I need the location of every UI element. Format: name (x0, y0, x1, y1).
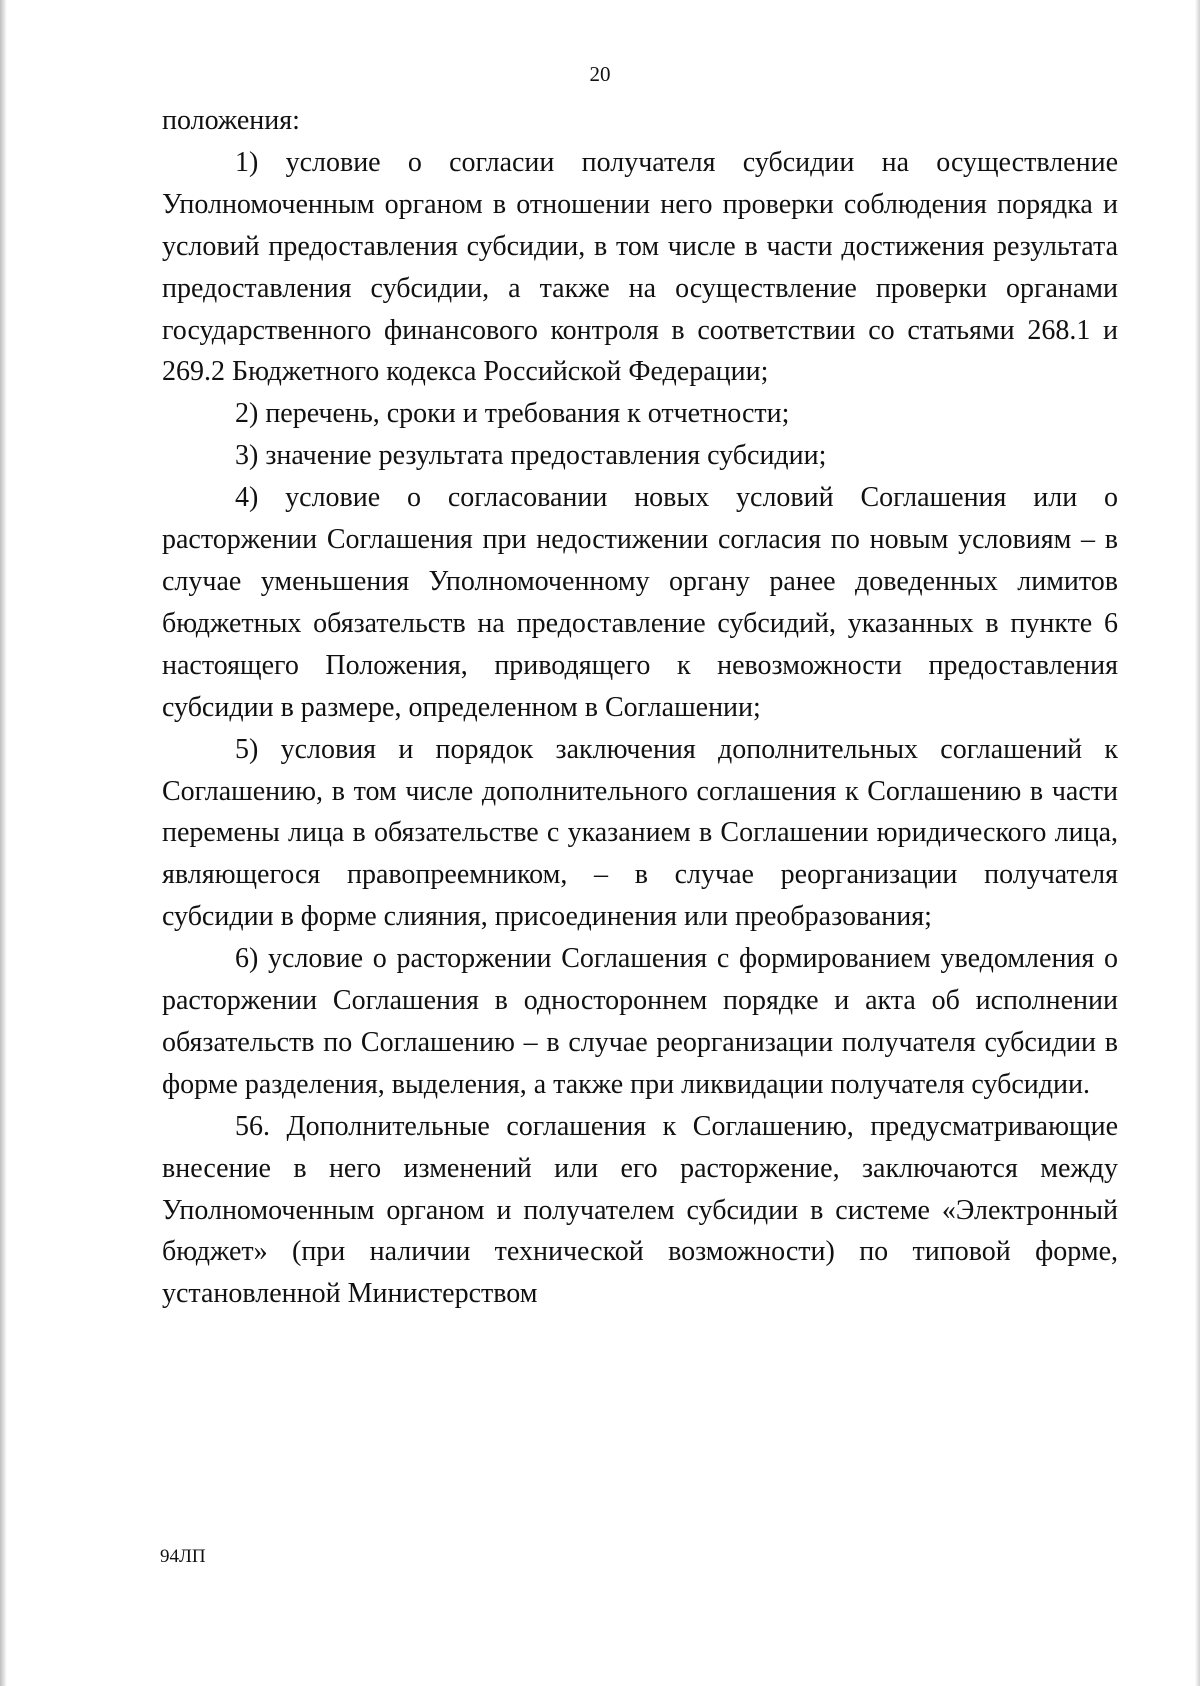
document-body (162, 100, 1118, 1315)
scan-edge-left (0, 0, 7, 1686)
scan-edge-right (1195, 0, 1200, 1686)
footer-document-code: 94ЛП (160, 1546, 206, 1567)
paragraph-item-5: 5) условия и порядок заключения дополнительных соглашений к Соглашению, в том числе дополнительного соглашения к Соглашению в части перемены лица в обязательстве с указанием в Соглашении юридического лица, являющегося правопреемником, – в случае реорганизации получателя субсидии в форме слияния, присоединения или преобразования; (162, 733, 1118, 933)
paragraph-continuation: положения: (162, 105, 300, 136)
paragraph-item-2: 2) перечень, сроки и требования к отчетности; (235, 398, 790, 430)
paragraph-clause-56: 56. Дополнительные соглашения к Соглашению, предусматривающие внесение в него изменений или его расторжение, заключаются между Уполномоченным органом и получателем субсидии в системе «Электронный бюджет» (при наличии технической возможности) по типовой форме, установленной Министерством (162, 1110, 1118, 1310)
paragraph-item-3: 3) значение результата предоставления субсидии; (235, 440, 827, 472)
paragraph-item-1: 1) условие о согласии получателя субсидии на осуществление Уполномоченным органом в отношении него проверки соблюдения порядка и условий предоставления субсидии, в том числе в части достижения результата предоставления субсидии, а также на осуществление проверки органами государственного финансового контроля в соответствии со статьями 268.1 и 269.2 Бюджетного кодекса Российской Федерации; (162, 146, 1118, 388)
paragraph-item-4: 4) условие о согласовании новых условий Соглашения или о расторжении Соглашения при недостижении согласия по новым условиям – в случае уменьшения Уполномоченному органу ранее доведенных лимитов бюджетных обязательств на предоставление субсидий, указанных в пункте 6 настоящего Положения, приводящего к невозможности предоставления субсидии в размере, определенном в Соглашении; (162, 482, 1118, 723)
page-number: 20 (589, 62, 611, 86)
paragraph-item-6: 6) условие о расторжении Соглашения с формированием уведомления о расторжении Соглашения в одностороннем порядке и акта об исполнении обязательств по Соглашению – в случае реорганизации получателя субсидии в форме разделения, выделения, а также при ликвидации получателя субсидии. (162, 943, 1118, 1100)
